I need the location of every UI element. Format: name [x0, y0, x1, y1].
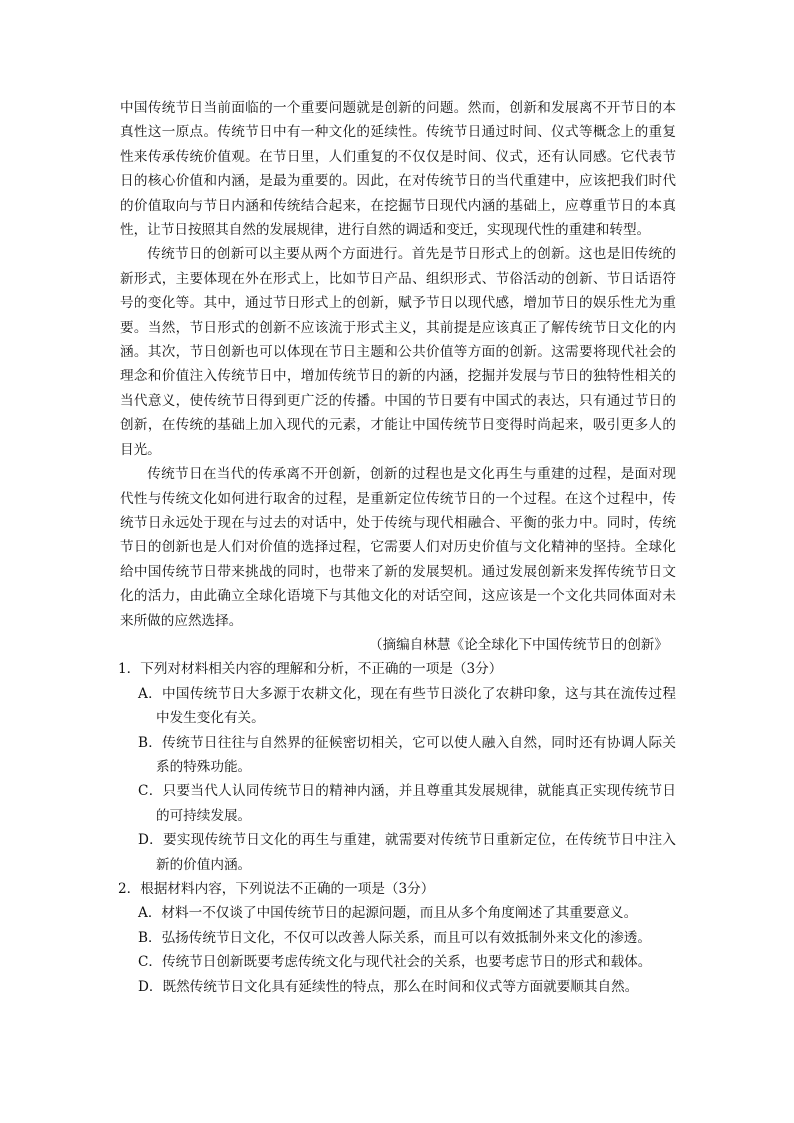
question-1-option-a[interactable]: A．中国传统节日大多源于农耕文化，现在有些节日淡化了农耕印象，这与其在流传过程中发生变化有关。	[138, 685, 676, 727]
passage-source-citation: （摘编自林慧《论全球化下中国传统节日的创新》	[368, 636, 668, 653]
reading-passage	[120, 96, 676, 657]
question-2	[118, 877, 676, 999]
question-2-option-c[interactable]: C．传统节日创新既要考虑传统文化与现代社会的关系，也要考虑节日的形式和载体。	[138, 954, 652, 971]
question-2-option-b[interactable]: B．弘扬传统节日文化，不仅可以改善人际关系，而且可以有效抵制外来文化的渗透。	[138, 929, 651, 946]
question-1	[118, 657, 676, 877]
exam-page	[120, 96, 676, 999]
question-1-option-b[interactable]: B．传统节日往往与自然界的征候密切相关，它可以使人融入自然，同时还有协调人际关系的特殊功能。	[138, 734, 676, 775]
passage-paragraph-2: 传统节日的创新可以主要从两个方面进行。首先是节日形式上的创新。这也是旧传统的新形式，主要体现在外在形式上，比如节日产品、组织形式、节俗活动的创新、节日话语符号的变化等。其中，通过节日形式上的创新，赋予节日以现代感，增加节日的娱乐性尤为重要。当然，节日形式的创新不应该流于形式主义，其前提是应该真正了解传统节日文化的内涵。其次，节日创新也可以体现在节日主题和公共价值等方面的创新。这需要将现代社会的理念和价值注入传统节日中，增加传统节日的新的内涵，挖掘并发展与节日的独特性相关的当代意义，使传统节日得到更广泛的传播。中国的节日要有中国式的表达，只有通过节日的创新，在传统的基础上加入现代的元素，才能让中国传统节日变得时尚起来，吸引更多人的目光。	[120, 246, 676, 458]
question-1-stem: 1．下列对材料相关内容的理解和分析，不正确的一项是（3分）	[118, 661, 503, 678]
question-1-option-c[interactable]: C．只要当代人认同传统节日的精神内涵，并且尊重其发展规律，就能真正实现传统节日的可持续发展。	[138, 783, 676, 824]
question-2-option-a[interactable]: A．材料一不仅谈了中国传统节日的起源问题，而且从多个角度阐述了其重要意义。	[138, 905, 638, 922]
question-2-stem: 2．根据材料内容，下列说法不正确的一项是（3分）	[118, 881, 435, 897]
passage-paragraph-1: 中国传统节日当前面临的一个重要问题就是创新的问题。然而，创新和发展离不开节日的本真性这一原点。传统节日中有一种文化的延续性。传统节日通过时间、仪式等概念上的重复性来传承传统价值观。在节日里，人们重复的不仅仅是时间、仪式，还有认同感。它代表节日的核心价值和内涵，是最为重要的。因此，在对传统节日的当代重建中，应该把我们时代的价值取向与节日内涵和传统结合起来，在挖掘节日现代内涵的基础上，应尊重节日的本真性，让节日按照其自然的发展规律，进行自然的调适和变迁，实现现代性的重建和转型。	[120, 100, 676, 239]
question-2-option-d[interactable]: D．既然传统节日文化具有延续性的特点，那么在时间和仪式等方面就要顺其自然。	[138, 978, 639, 995]
question-1-option-d[interactable]: D．要实现传统节日文化的再生与重建，就需要对传统节日重新定位，在传统节日中注入新的价值内涵。	[138, 832, 676, 873]
passage-paragraph-3: 传统节日在当代的传承离不开创新，创新的过程也是文化再生与重建的过程，是面对现代性与传统文化如何进行取舍的过程，是重新定位传统节日的一个过程。在这个过程中，传统节日永远处于现在与过去的对话中，处于传统与现代相融合、平衡的张力中。同时，传统节日的创新也是人们对价值的选择过程，它需要人们对历史价值与文化精神的坚持。全球化给中国传统节日带来挑战的同时，也带来了新的发展契机。通过发展创新来发挥传统节日文化的活力，由此确立全球化语境下与其他文化的对话空间，这应该是一个文化共同体面对未来所做的应然选择。	[120, 466, 676, 629]
